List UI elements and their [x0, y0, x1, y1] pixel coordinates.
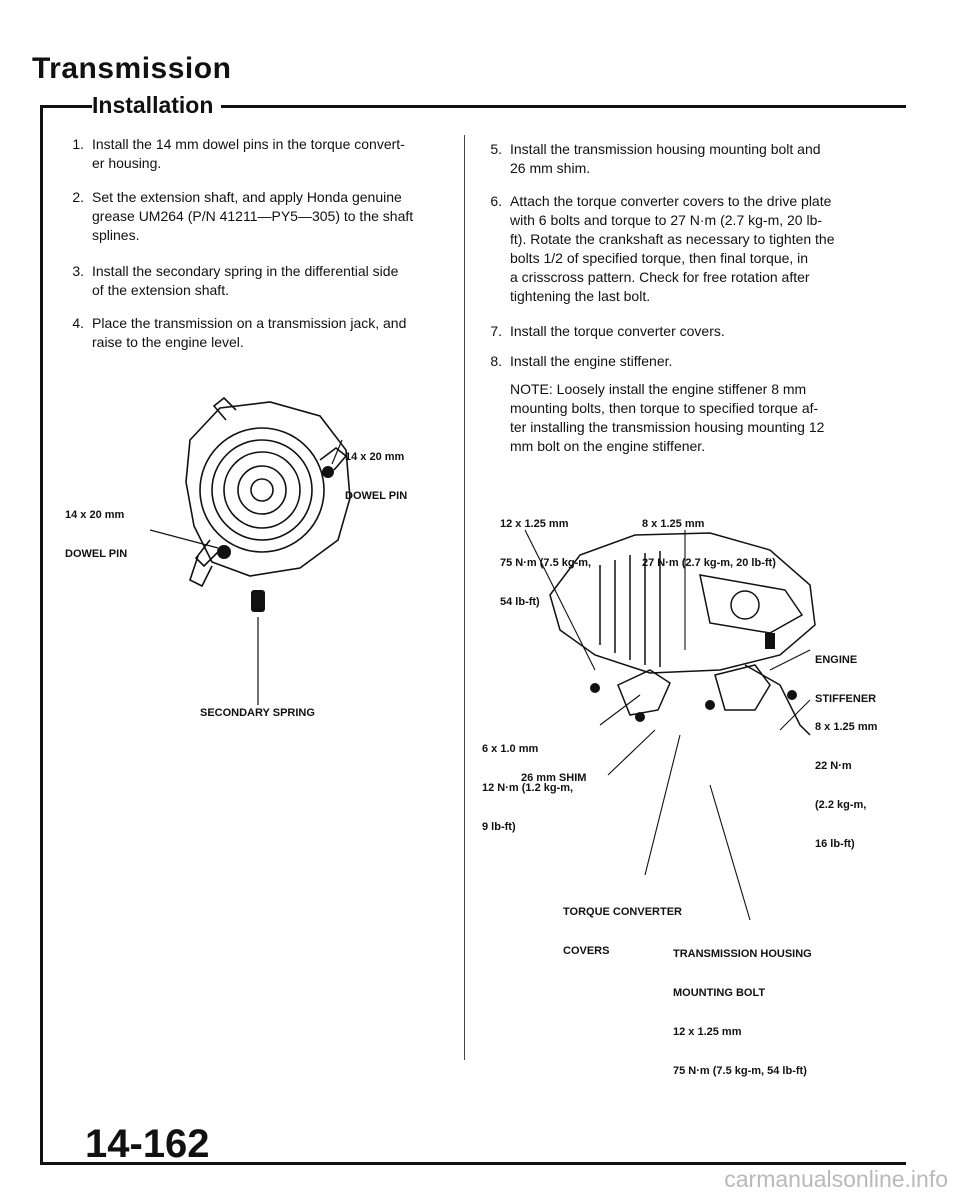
- secondary-spring: [251, 590, 265, 612]
- label-line: 27 N·m (2.7 kg-m, 20 lb-ft): [642, 557, 776, 569]
- label-line: 6 x 1.0 mm: [482, 743, 539, 755]
- note-line: mounting bolts, then torque to specified torque af-: [510, 400, 819, 416]
- label-line: TORQUE CONVERTER: [563, 906, 682, 918]
- step-4: [64, 314, 454, 354]
- step-number: 6.: [490, 193, 502, 209]
- step-line: Install the transmission housing mounting bolt and: [510, 141, 821, 157]
- housing-bolt-label: [673, 922, 812, 1091]
- step-1: [64, 135, 454, 175]
- step-line: Install the torque converter covers.: [510, 323, 725, 339]
- step-line: Install the engine stiffener.: [510, 353, 673, 369]
- label-line: 12 x 1.25 mm: [673, 1026, 742, 1038]
- label-line: TRANSMISSION HOUSING: [673, 948, 812, 960]
- label-line: 54 lb-ft): [500, 596, 540, 608]
- step-line: raise to the engine level.: [92, 334, 244, 350]
- label-line: 9 lb-ft): [482, 821, 516, 833]
- label-line: 75 N·m (7.5 kg-m, 54 lb-ft): [673, 1065, 807, 1077]
- step-7: [482, 322, 892, 342]
- step-number: 1.: [72, 136, 84, 152]
- column-divider: [464, 135, 465, 1060]
- label-line: 12 N·m (1.2 kg-m,: [482, 782, 574, 794]
- watermark: carmanualsonline.info: [724, 1166, 948, 1192]
- label-line: 14 x 20 mm: [345, 451, 405, 463]
- step-line: of the extension shaft.: [92, 282, 229, 298]
- step-number: 7.: [490, 323, 502, 339]
- section-title: Installation: [92, 92, 221, 119]
- step-line: with 6 bolts and torque to 27 N·m (2.7 kg-m, 20 lb-: [510, 212, 823, 228]
- label-line: COVERS: [563, 945, 610, 957]
- step-text: [92, 262, 398, 300]
- note-line: ter installing the transmission housing mounting 12: [510, 419, 825, 435]
- dowel-pin-left: [217, 545, 231, 559]
- step-text: [92, 314, 406, 352]
- step-text: [92, 188, 413, 245]
- step-number: 8.: [490, 353, 502, 369]
- leader-lines: [480, 480, 900, 930]
- label-line: MOUNTING BOLT: [673, 987, 766, 999]
- step-line: er housing.: [92, 155, 162, 171]
- label-line: 75 N·m (7.5 kg-m,: [500, 557, 592, 569]
- page-title: Transmission: [32, 52, 232, 85]
- step-line: Attach the torque converter covers to the drive plate: [510, 193, 832, 209]
- dowel-pin-left-label: [65, 483, 127, 574]
- label-line: 14 x 20 mm: [65, 509, 125, 521]
- note-line: mm bolt on the engine stiffener.: [510, 438, 706, 454]
- label-line: DOWEL PIN: [65, 548, 128, 560]
- step-text: [510, 352, 672, 371]
- dowel-pin-right-label: [345, 425, 407, 516]
- label-line: 12 x 1.25 mm: [500, 518, 569, 530]
- step-line: grease UM264 (P/N 41211—PY5—305) to the shaft: [92, 208, 414, 224]
- label-line: DOWEL PIN: [345, 490, 408, 502]
- step-line: Install the 14 mm dowel pins in the torque convert-: [92, 136, 405, 152]
- page-number: 14-162: [85, 1122, 210, 1166]
- step-line: Set the extension shaft, and apply Honda genuine: [92, 189, 402, 205]
- step-line: tightening the last bolt.: [510, 288, 651, 304]
- torque-converter-outer: [200, 428, 324, 552]
- step-number: 4.: [72, 315, 84, 331]
- left-rule: [40, 105, 43, 1165]
- dowel-pin-right: [322, 466, 334, 478]
- step-line: ft). Rotate the crankshaft as necessary to tighten the: [510, 231, 835, 247]
- step-number: 3.: [72, 263, 84, 279]
- label-line: STIFFENER: [815, 693, 877, 705]
- step-line: splines.: [92, 227, 140, 243]
- label-line: ENGINE: [815, 654, 858, 666]
- step-text: [510, 192, 835, 306]
- label-line: 8 x 1.25 mm: [642, 518, 705, 530]
- label-line: (2.2 kg-m,: [815, 799, 867, 811]
- step-text: [510, 322, 725, 341]
- label-line: 22 N·m: [815, 760, 852, 772]
- step-text: [510, 140, 821, 178]
- step-line: a crisscross pattern. Check for free rotation after: [510, 269, 810, 285]
- step-line: Place the transmission on a transmission jack, and: [92, 315, 407, 331]
- step-number: 5.: [490, 141, 502, 157]
- step-3: [64, 262, 454, 302]
- step-number: 2.: [72, 189, 84, 205]
- step-text: [92, 135, 405, 173]
- shaft-hub: [251, 479, 273, 501]
- label-line: 16 lb-ft): [815, 838, 855, 850]
- step-5: [482, 140, 892, 180]
- shim-label: 26 mm SHIM: [521, 772, 587, 784]
- step-line: bolts 1/2 of specified torque, then final torque, in: [510, 250, 809, 266]
- step-line: Install the secondary spring in the differential side: [92, 263, 399, 279]
- step-2: [64, 188, 454, 248]
- note-line: NOTE: Loosely install the engine stiffener 8 mm: [510, 381, 807, 397]
- step-line: 26 mm shim.: [510, 160, 591, 176]
- note: [510, 380, 900, 456]
- secondary-spring-label: SECONDARY SPRING: [200, 707, 315, 719]
- label-line: 8 x 1.25 mm: [815, 721, 878, 733]
- step-8: [482, 352, 892, 372]
- step-6: [482, 192, 892, 312]
